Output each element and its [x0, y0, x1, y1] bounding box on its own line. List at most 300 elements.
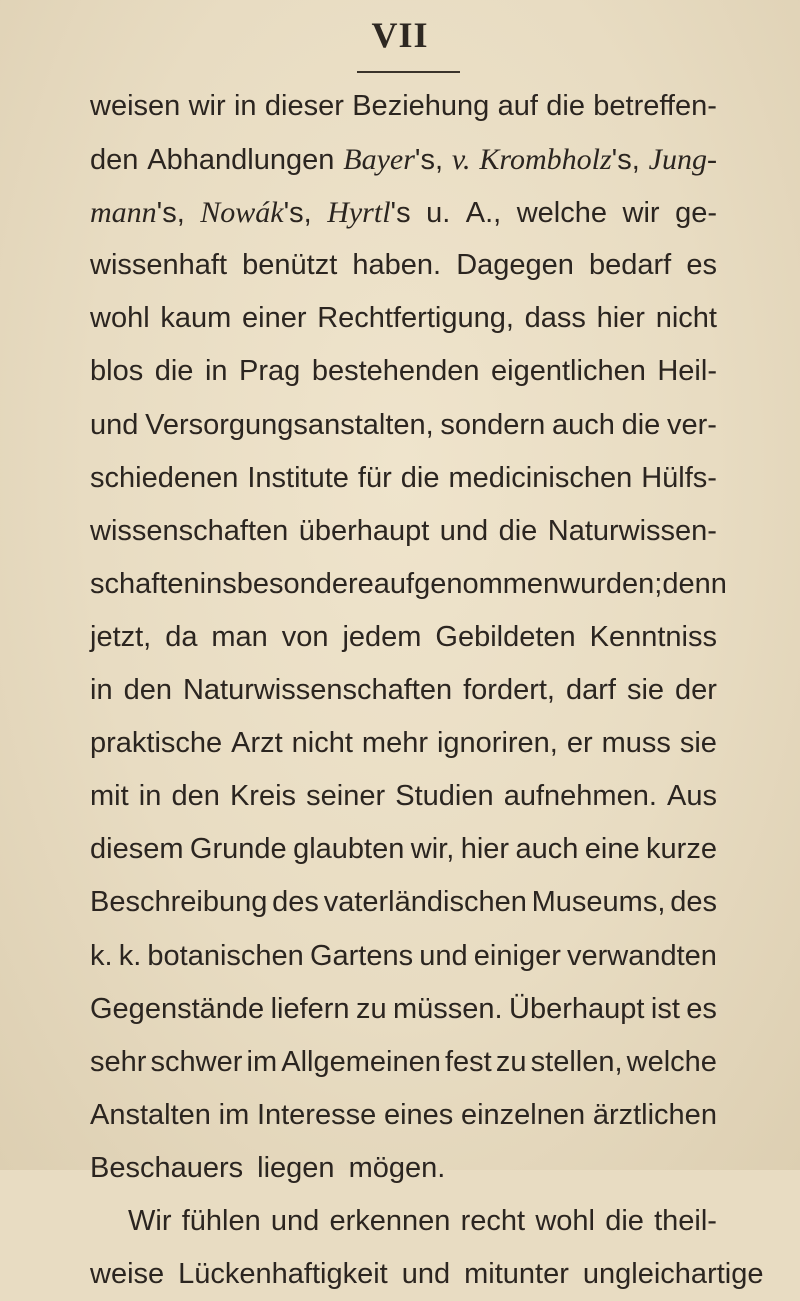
word — [662, 558, 727, 611]
word — [200, 558, 374, 611]
word-text: A., — [465, 197, 502, 230]
word — [330, 1195, 451, 1248]
word — [605, 1195, 644, 1248]
word — [183, 664, 452, 717]
word — [145, 399, 434, 452]
word — [349, 1142, 446, 1195]
word-text: eine — [584, 833, 640, 866]
word-text: und — [90, 408, 139, 441]
word — [281, 1036, 441, 1089]
word — [651, 983, 680, 1036]
word — [362, 717, 428, 770]
word-text: ver- — [666, 408, 717, 441]
word-text: blos — [90, 355, 144, 388]
word — [324, 876, 527, 929]
word-text: Hülfs- — [641, 461, 717, 494]
word — [374, 558, 559, 611]
word — [272, 876, 319, 929]
word-text: Beschreibung — [90, 886, 268, 919]
word-text: glaubten — [293, 833, 405, 866]
text-line — [90, 133, 717, 186]
word-text: Prag — [239, 355, 301, 388]
word — [646, 823, 717, 876]
word — [90, 292, 150, 345]
text-line — [90, 1195, 717, 1248]
word — [641, 452, 717, 505]
word — [437, 717, 558, 770]
word-text: Anstalten — [90, 1098, 211, 1131]
italic-name: Bayer — [343, 143, 415, 177]
word-text: Studien — [395, 780, 494, 813]
word — [583, 1248, 764, 1301]
word-text: fühlen — [181, 1204, 261, 1237]
word-text: sehr — [90, 1045, 147, 1078]
word-text: in — [204, 355, 228, 388]
word-text: fest — [445, 1045, 492, 1078]
word — [90, 1089, 211, 1142]
word — [171, 770, 219, 823]
word-text: theil- — [654, 1204, 717, 1237]
text-line — [90, 292, 717, 345]
word — [282, 611, 329, 664]
text-line — [90, 452, 717, 505]
word-text: dass — [524, 302, 586, 335]
word — [90, 717, 222, 770]
word-text: weisen — [90, 90, 181, 122]
word — [686, 239, 717, 292]
text-line — [90, 611, 717, 664]
word — [504, 770, 657, 823]
word-text: darf — [565, 674, 616, 707]
word — [509, 983, 644, 1036]
word-text: aufnehmen. — [503, 780, 657, 813]
word — [440, 399, 545, 452]
word-text: die — [498, 514, 538, 547]
word — [667, 770, 717, 823]
word-text: in — [233, 90, 257, 122]
italic-name: mann — [90, 196, 157, 230]
word — [342, 611, 421, 664]
word-text: Grunde — [189, 833, 287, 866]
word-suffix: 's, — [283, 197, 312, 230]
word-text: der — [675, 674, 717, 707]
word-text: diesem — [90, 833, 184, 866]
word-text: es — [686, 992, 717, 1025]
word-text: Wir — [128, 1204, 172, 1237]
word — [343, 133, 443, 187]
word — [463, 664, 555, 717]
word — [590, 611, 717, 664]
word-text: schiedenen — [90, 461, 239, 494]
word-text: muss — [601, 727, 671, 760]
word-text: zu — [495, 1045, 527, 1078]
word-text: die — [154, 355, 194, 388]
word-text: den — [123, 674, 172, 707]
text-line — [90, 823, 717, 876]
word — [461, 1089, 585, 1142]
word — [147, 930, 303, 983]
word-text: medicinischen — [448, 461, 633, 494]
word-text: mitunter — [464, 1258, 569, 1291]
text-line — [90, 505, 717, 558]
text-line — [90, 345, 717, 398]
word-suffix: 's, — [414, 144, 444, 177]
word-text: auch — [515, 833, 579, 866]
word — [327, 186, 410, 240]
word — [306, 770, 385, 823]
word — [411, 823, 455, 876]
italic-name: Jung- — [648, 143, 717, 177]
word-text: jedem — [342, 620, 422, 653]
word — [90, 930, 113, 983]
text-line — [90, 1089, 717, 1142]
word — [452, 133, 471, 187]
word — [535, 1195, 595, 1248]
word — [90, 611, 151, 664]
word — [623, 187, 660, 240]
word — [139, 770, 162, 823]
text-line — [90, 983, 717, 1036]
word-text: ignoriren, — [436, 727, 558, 760]
word — [546, 80, 585, 133]
word — [90, 664, 113, 717]
word-text: die — [605, 1204, 644, 1237]
word-text: nicht — [291, 727, 353, 760]
word-text: mit — [90, 780, 129, 813]
word-text: die — [400, 461, 440, 494]
word-text: einzelnen — [460, 1098, 586, 1131]
word-text: eines — [383, 1098, 454, 1131]
word — [310, 930, 413, 983]
word — [567, 717, 593, 770]
word — [352, 239, 441, 292]
word — [479, 133, 639, 187]
word-text: jetzt, — [90, 620, 152, 653]
word-text: schwer — [150, 1045, 243, 1078]
word-text: man — [211, 620, 268, 653]
word-text: Gegenstände — [90, 992, 265, 1025]
word — [426, 187, 450, 240]
word — [356, 983, 387, 1036]
word — [602, 717, 671, 770]
word — [90, 1036, 146, 1089]
text-line — [90, 770, 717, 823]
word-text: praktische — [90, 727, 223, 760]
word-text: ärztlichen — [592, 1098, 717, 1131]
word — [239, 345, 300, 398]
word-text: betreffen- — [593, 90, 717, 122]
word — [242, 292, 307, 345]
word-text: Überhaupt — [509, 992, 645, 1025]
word-text: Arzt — [231, 727, 283, 760]
word-text: Dagegen — [456, 249, 574, 282]
word-text: welche — [626, 1045, 717, 1078]
word-text: Abhandlungen — [147, 144, 335, 177]
word — [656, 292, 717, 345]
word-text: seiner — [306, 780, 386, 813]
word-text: Naturwissen- — [547, 514, 717, 547]
word — [90, 823, 184, 876]
word — [182, 1195, 261, 1248]
word — [552, 399, 615, 452]
word-text: hier — [596, 302, 645, 335]
word — [90, 1248, 164, 1301]
word — [491, 345, 646, 398]
text-line — [90, 876, 717, 929]
word — [597, 292, 645, 345]
word — [211, 611, 267, 664]
word-text: wurden; — [559, 567, 663, 600]
word — [190, 823, 287, 876]
word-text: Allgemeinen — [281, 1045, 441, 1078]
word-suffix: 's, — [156, 197, 185, 230]
word-text: Naturwissenschaften — [182, 674, 453, 707]
word — [271, 983, 350, 1036]
word-text: und — [401, 1258, 451, 1291]
word — [90, 345, 143, 398]
word-text: verwandten — [567, 939, 717, 972]
word — [384, 1089, 453, 1142]
word — [670, 876, 717, 929]
word — [128, 1195, 171, 1248]
word — [525, 292, 586, 345]
word — [440, 505, 488, 558]
word — [593, 80, 717, 133]
word — [474, 930, 561, 983]
word-text: er — [566, 727, 593, 760]
word-text: bedarf — [589, 249, 672, 282]
word — [393, 983, 503, 1036]
word-text: mögen. — [348, 1151, 446, 1184]
word — [654, 1195, 717, 1248]
word-text: k. — [90, 939, 113, 972]
word — [402, 1248, 450, 1301]
word — [686, 983, 717, 1036]
word — [90, 239, 227, 292]
word-text: sie — [679, 727, 717, 760]
word-text: überhaupt — [298, 514, 430, 547]
text-line — [90, 80, 717, 133]
text-line — [90, 1248, 764, 1301]
word-text: Lückenhaftigkeit — [178, 1258, 388, 1291]
word — [242, 239, 337, 292]
word — [178, 1248, 388, 1301]
italic-name: Hyrtl — [327, 196, 391, 230]
word — [151, 1036, 243, 1089]
word — [585, 823, 640, 876]
word — [466, 187, 501, 240]
word-text: des — [670, 886, 717, 919]
word — [499, 505, 538, 558]
word-text: vaterländischen — [323, 886, 527, 919]
header-rule — [357, 71, 460, 73]
word-text: wohl — [90, 302, 150, 335]
text-line — [90, 930, 717, 983]
word — [265, 80, 344, 133]
word-text: nicht — [655, 302, 717, 335]
text-line — [90, 239, 717, 292]
word-text: Rechtfertigung, — [317, 302, 514, 335]
word-text: Aus — [667, 780, 717, 813]
word-text: müssen. — [393, 992, 503, 1025]
word — [464, 1248, 569, 1301]
word-text: ist — [650, 992, 680, 1025]
word — [532, 876, 666, 929]
word-text: den — [90, 144, 139, 177]
word-text: kurze — [646, 833, 717, 866]
word — [627, 1036, 717, 1089]
word — [90, 505, 288, 558]
word-text: den — [171, 780, 220, 813]
word — [247, 452, 349, 505]
text-line — [90, 399, 717, 452]
word-text: die — [546, 90, 585, 122]
word-text: einer — [242, 302, 307, 335]
word-text: weise — [90, 1258, 165, 1291]
word-text: im — [218, 1098, 250, 1131]
text-line — [90, 558, 727, 611]
word-text: sondern — [440, 408, 546, 441]
word — [461, 823, 509, 876]
text-line — [90, 717, 717, 770]
word — [165, 611, 197, 664]
word — [548, 505, 717, 558]
word-text: wohl — [535, 1204, 595, 1237]
word-text: und — [419, 939, 468, 972]
word-text: haben. — [352, 249, 442, 282]
word-text: Kreis — [229, 780, 297, 813]
word-text: Versorgungsanstalten, — [145, 408, 434, 441]
word — [90, 186, 185, 240]
word-text: des — [272, 886, 319, 919]
word-text: im — [246, 1045, 278, 1078]
word — [90, 1142, 243, 1195]
word-text: Gebildeten — [435, 620, 576, 653]
word — [498, 80, 538, 133]
word — [448, 452, 632, 505]
word-suffix: 's — [390, 197, 411, 230]
word — [90, 876, 267, 929]
word-text: wir, — [410, 833, 455, 866]
word — [292, 717, 353, 770]
word-text: liegen — [257, 1151, 335, 1184]
text-line — [90, 1142, 717, 1195]
word — [358, 452, 392, 505]
word-text: Kenntniss — [589, 620, 717, 653]
word-text: in — [138, 780, 162, 813]
word-text: da — [165, 620, 198, 653]
word — [680, 717, 717, 770]
word-text: wir — [188, 90, 226, 122]
word-suffix: 's, — [611, 144, 640, 177]
word — [257, 1142, 334, 1195]
word — [675, 664, 717, 717]
word-text: es — [686, 249, 717, 282]
word — [567, 930, 717, 983]
word — [589, 239, 671, 292]
word — [124, 664, 172, 717]
word — [247, 1036, 278, 1089]
word-text: liefern — [270, 992, 350, 1025]
word — [119, 930, 142, 983]
word-text: kaum — [160, 302, 232, 335]
word — [90, 80, 180, 133]
word-text: in — [90, 674, 113, 707]
word — [155, 345, 194, 398]
word — [456, 239, 574, 292]
word — [435, 611, 575, 664]
word — [299, 505, 430, 558]
word-text: Institute — [247, 461, 349, 494]
word-text: auch — [551, 408, 615, 441]
word — [566, 664, 616, 717]
word-text: von — [281, 620, 329, 653]
word — [189, 80, 226, 133]
word-text: k. — [118, 939, 142, 972]
word-text: Beschauers — [90, 1151, 244, 1184]
word — [234, 80, 257, 133]
word — [90, 983, 264, 1036]
word — [257, 1089, 376, 1142]
word-text: Gartens — [309, 939, 414, 972]
word — [461, 1195, 525, 1248]
word-text: Museums, — [531, 886, 666, 919]
word-text: denn — [662, 567, 727, 600]
word-text: für — [357, 461, 392, 494]
word-text: Heil- — [657, 355, 717, 388]
word-text: und — [270, 1204, 320, 1237]
word — [200, 186, 311, 240]
word — [90, 399, 138, 452]
word — [627, 664, 664, 717]
word — [230, 770, 296, 823]
word-text: und — [439, 514, 489, 547]
word — [231, 717, 283, 770]
word-text: benützt — [242, 249, 338, 282]
word-text: mehr — [361, 727, 428, 760]
word — [271, 1195, 319, 1248]
word-text: recht — [460, 1204, 526, 1237]
text-line — [90, 186, 717, 239]
word-text: stellen, — [530, 1045, 623, 1078]
word-text: botanischen — [147, 939, 304, 972]
word — [90, 452, 238, 505]
word-text: zu — [355, 992, 387, 1025]
word-text: die — [621, 408, 661, 441]
word-text: eigentlichen — [491, 355, 646, 388]
word-text: aufgenommen — [373, 567, 560, 600]
word — [352, 80, 489, 133]
text-line — [90, 664, 717, 717]
word-text: sie — [626, 674, 665, 707]
word-text: wissenschaften — [90, 514, 289, 547]
word-text: hier — [460, 833, 510, 866]
body-text — [90, 80, 764, 1301]
text-line — [90, 1036, 717, 1089]
word-text: Interesse — [256, 1098, 377, 1131]
word-text: dieser — [264, 90, 344, 122]
word — [419, 930, 467, 983]
word-text: einiger — [473, 939, 561, 972]
word — [401, 452, 440, 505]
word — [160, 292, 231, 345]
word-text: auf — [497, 90, 538, 122]
word-text: u. — [426, 197, 451, 230]
word-text: ge- — [675, 197, 717, 230]
word — [90, 134, 138, 187]
word-text: ungleichartige — [582, 1258, 764, 1291]
word-text: fordert, — [463, 674, 555, 707]
